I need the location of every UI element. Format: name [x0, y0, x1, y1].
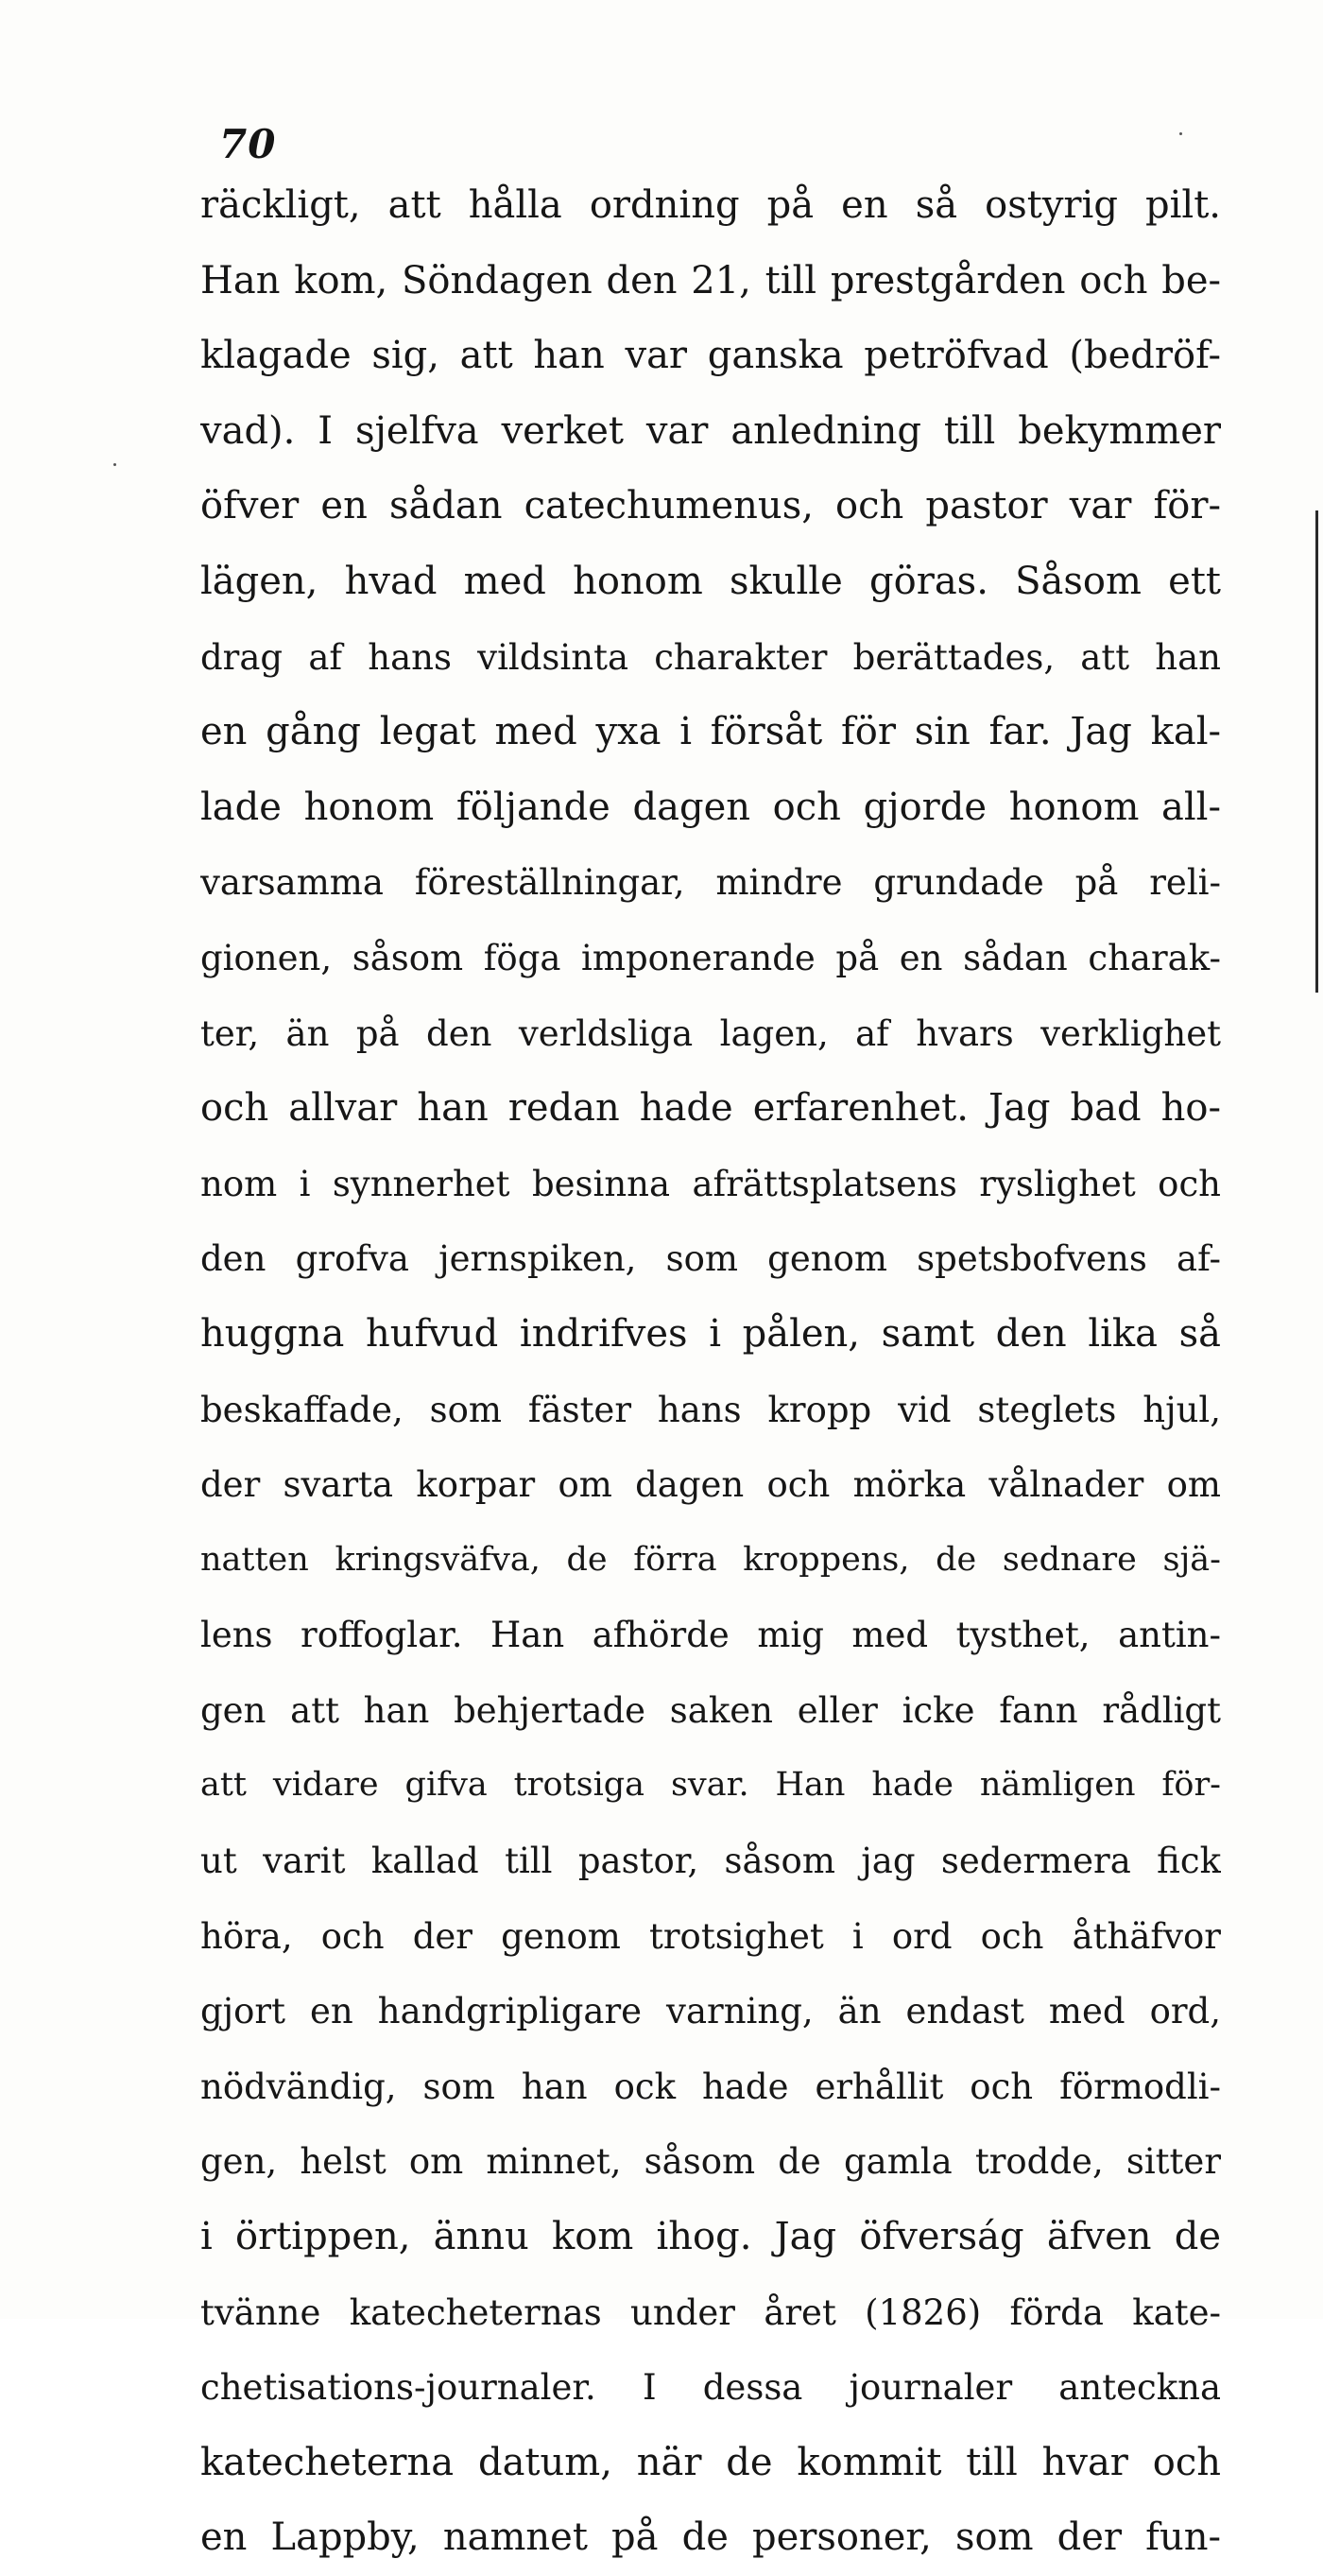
text-line: chetisations-journaler. I dessa journaler anteckna	[200, 2367, 1221, 2409]
text-line: öfver en sådan catechumenus, och pastor var för-	[200, 484, 1221, 528]
text-line: Han kom, Söndagen den 21, till prestgården och be-	[200, 258, 1221, 303]
text-line: ter, än på den verldsliga lagen, af hvars verklighet	[200, 1012, 1221, 1054]
text-line: gen att han behjertade saken eller icke fann rådligt	[200, 1689, 1221, 1731]
body-text	[200, 168, 1221, 2576]
text-line: drag af hans vildsinta charakter berättades, att han	[200, 636, 1221, 678]
text-line: en gång legat med yxa i försåt för sin far. Jag kal-	[200, 710, 1221, 754]
text-line: gjort en handgripligare varning, än endast med ord,	[200, 1991, 1221, 2032]
text-line: räckligt, att hålla ordning på en så ostyrig pilt.	[200, 183, 1221, 227]
text-line: en Lappby, namnet på de personer, som der fun-	[200, 2515, 1221, 2560]
text-line: tvänne katecheternas under året (1826) förda kate-	[200, 2291, 1221, 2333]
text-line: lade honom följande dagen och gjorde honom all-	[200, 785, 1221, 829]
text-line: i örtippen, ännu kom ihog. Jag öfverság äfven de	[200, 2215, 1221, 2259]
text-line: vad). I sjelfva verket var anledning till bekymmer	[200, 408, 1221, 453]
paper-speck	[113, 463, 116, 466]
text-line: höra, och der genom trotsighet i ord och åthäfvor	[200, 1915, 1221, 1957]
paper-speck	[1179, 132, 1182, 135]
text-line: lens roffoglar. Han afhörde mig med tysthet, antin-	[200, 1615, 1221, 1656]
text-line: beskaffade, som fäster hans kropp vid steglets hjul,	[200, 1389, 1221, 1430]
text-line: der svarta korpar om dagen och mörka vålnader om	[200, 1464, 1221, 1506]
page-edge-shadow	[1315, 510, 1318, 993]
text-line: nödvändig, som han ock hade erhållit och förmodli-	[200, 2066, 1221, 2107]
text-line: och allvar han redan hade erfarenhet. Jag bad ho-	[200, 1086, 1221, 1131]
text-line: lägen, hvad med honom skulle göras. Såsom ett	[200, 559, 1221, 603]
text-line: ut varit kallad till pastor, såsom jag sedermera fick	[200, 1841, 1221, 1882]
text-line: gionen, såsom föga imponerande på en sådan charak-	[200, 937, 1221, 978]
text-line: klagade sig, att han var ganska petröfvad (bedröf-	[200, 334, 1221, 378]
text-line: att vidare gifva trotsiga svar. Han hade nämligen för-	[200, 1766, 1221, 1805]
page-number: 70	[219, 121, 277, 167]
text-line: nom i synnerhet besinna afrättsplatsens ryslighet och	[200, 1163, 1221, 1204]
text-line: gen, helst om minnet, såsom de gamla trodde, sitter	[200, 2141, 1221, 2183]
text-line: katecheterna datum, när de kommit till hvar och	[200, 2440, 1221, 2484]
text-line: den grofva jernspiken, som genom spetsbofvens af-	[200, 1238, 1221, 1280]
text-line: varsamma föreställningar, mindre grundade på reli-	[200, 862, 1221, 904]
text-line: natten kringsväfva, de förra kroppens, de sednare sjä-	[200, 1540, 1221, 1579]
text-line: huggna hufvud indrifves i pålen, samt den lika så	[200, 1311, 1221, 1356]
